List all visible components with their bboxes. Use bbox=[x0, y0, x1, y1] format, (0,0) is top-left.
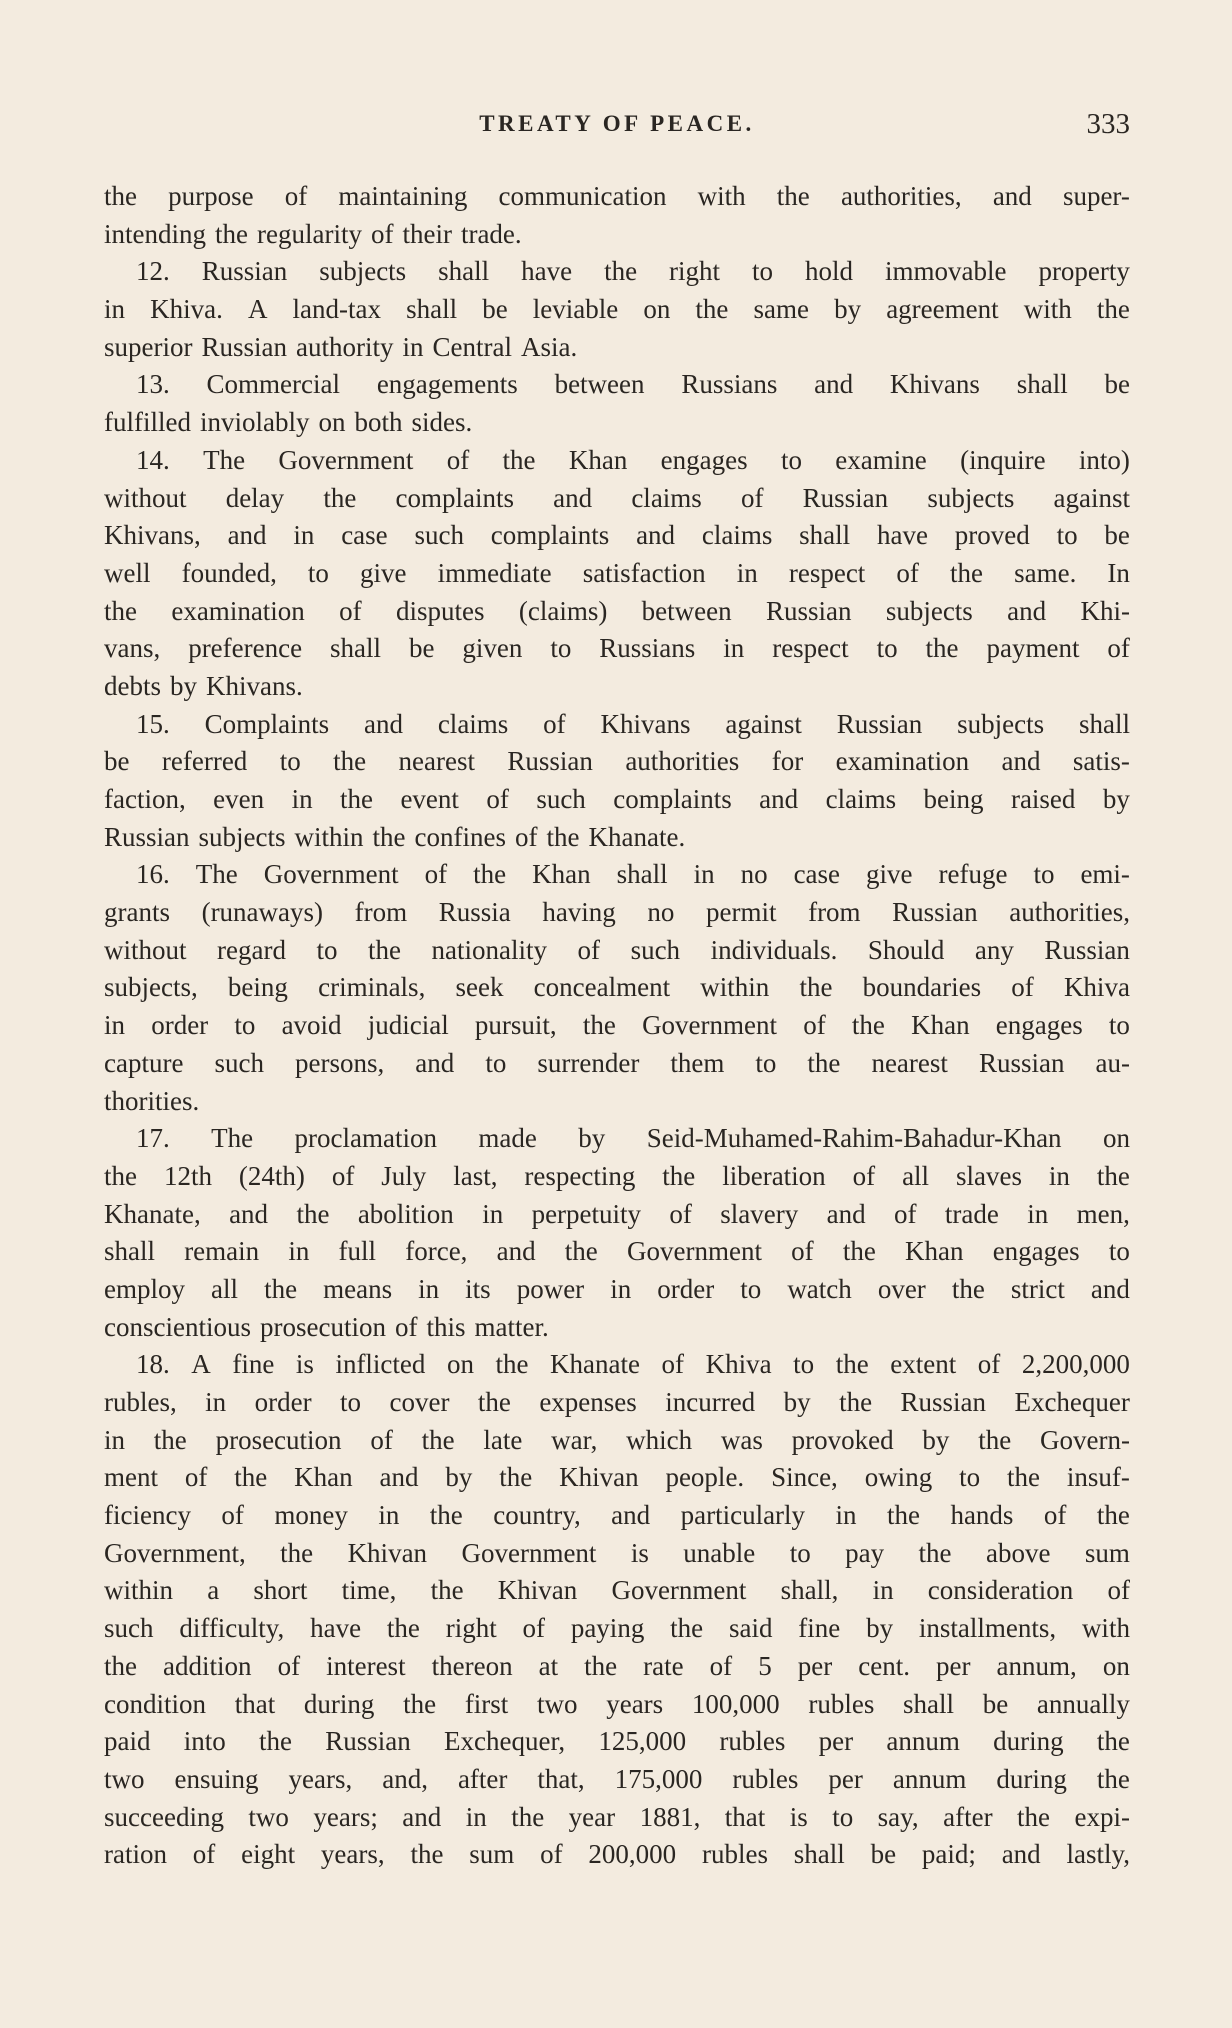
text-line: superior Russian authority in Central Asia. bbox=[104, 331, 578, 362]
text-line: within a short time, the Khivan Government shall, in consideration of bbox=[104, 1575, 1130, 1606]
text-line: in order to avoid judicial pursuit, the Government of the Khan engages to bbox=[104, 1010, 1130, 1041]
text-line: 17. The proclamation made by Seid-Muhamed-Rahim-Bahadur-Khan on bbox=[136, 1123, 1130, 1154]
text-line: shall remain in full force, and the Government of the Khan engages to bbox=[104, 1236, 1130, 1267]
text-line: 13. Commercial engagements between Russians and Khivans shall be bbox=[136, 369, 1130, 400]
text-line: paid into the Russian Exchequer, 125,000 rubles per annum during the bbox=[104, 1726, 1130, 1757]
text-line: the purpose of maintaining communication with the authorities, and super- bbox=[104, 181, 1130, 211]
text-line: without regard to the nationality of such individuals. Should any Russian bbox=[104, 934, 1130, 965]
text-line: two ensuing years, and, after that, 175,000 rubles per annum during the bbox=[104, 1763, 1130, 1794]
text-line: in the prosecution of the late war, which was provoked by the Govern- bbox=[104, 1424, 1130, 1455]
text-line: 12. Russian subjects shall have the right to hold immovable property bbox=[136, 256, 1130, 287]
text-line: Khivans, and in case such complaints and claims shall have proved to be bbox=[104, 520, 1130, 551]
text-line: the 12th (24th) of July last, respecting the liberation of all slaves in the bbox=[104, 1160, 1130, 1191]
text-line: ration of eight years, the sum of 200,000 rubles shall be paid; and lastly, bbox=[104, 1839, 1130, 1870]
text-line: employ all the means in its power in order to watch over the strict and bbox=[104, 1273, 1130, 1304]
text-line: fulfilled inviolably on both sides. bbox=[104, 407, 473, 438]
text-line: such difficulty, have the right of paying the said fine by installments, with bbox=[104, 1613, 1130, 1644]
text-line: be referred to the nearest Russian authorities for examination and satis- bbox=[104, 746, 1130, 777]
text-line: the addition of interest thereon at the rate of 5 per cent. per annum, on bbox=[104, 1650, 1130, 1681]
text-line: ment of the Khan and by the Khivan people. Since, owing to the insuf- bbox=[104, 1462, 1130, 1493]
text-line: condition that during the first two years 100,000 rubles shall be annually bbox=[104, 1688, 1130, 1719]
text-line: conscientious prosecution of this matter. bbox=[104, 1311, 549, 1342]
text-line: succeeding two years; and in the year 1881, that is to say, after the expi- bbox=[104, 1801, 1130, 1832]
treaty-text-body bbox=[104, 178, 1130, 1874]
text-line: Government, the Khivan Government is unable to pay the above sum bbox=[104, 1537, 1130, 1568]
page-number: 333 bbox=[1086, 108, 1130, 140]
text-line: well founded, to give immediate satisfaction in respect of the same. In bbox=[104, 557, 1130, 588]
text-line: 18. A fine is inflicted on the Khanate of Khiva to the extent of 2,200,000 bbox=[136, 1349, 1130, 1380]
text-line: 16. The Government of the Khan shall in no case give refuge to emi- bbox=[136, 859, 1130, 890]
text-line: debts by Khivans. bbox=[104, 670, 303, 701]
text-line: capture such persons, and to surrender them to the nearest Russian au- bbox=[104, 1047, 1130, 1078]
text-line: ficiency of money in the country, and particularly in the hands of the bbox=[104, 1500, 1130, 1531]
page-header bbox=[104, 104, 1130, 144]
text-line: grants (runaways) from Russia having no permit from Russian authorities, bbox=[104, 897, 1130, 928]
text-line: 15. Complaints and claims of Khivans against Russian subjects shall bbox=[136, 708, 1130, 739]
text-line: Russian subjects within the confines of the Khanate. bbox=[104, 821, 686, 852]
text-line: thorities. bbox=[104, 1085, 200, 1116]
running-head: TREATY OF PEACE. bbox=[479, 111, 755, 136]
text-line: Khanate, and the abolition in perpetuity of slavery and of trade in men, bbox=[104, 1198, 1130, 1229]
text-line: the examination of disputes (claims) between Russian subjects and Khi- bbox=[104, 595, 1130, 626]
text-line: rubles, in order to cover the expenses incurred by the Russian Exchequer bbox=[104, 1387, 1130, 1417]
text-line: in Khiva. A land-tax shall be leviable on the same by agreement with the bbox=[104, 294, 1130, 325]
text-line: intending the regularity of their trade. bbox=[104, 218, 522, 249]
text-line: faction, even in the event of such complaints and claims being raised by bbox=[104, 784, 1130, 814]
text-line: 14. The Government of the Khan engages to examine (inquire into) bbox=[136, 444, 1130, 475]
text-line: without delay the complaints and claims of Russian subjects against bbox=[104, 482, 1130, 513]
text-line: subjects, being criminals, seek concealment within the boundaries of Khiva bbox=[104, 972, 1130, 1003]
text-line: vans, preference shall be given to Russians in respect to the payment of bbox=[104, 633, 1130, 664]
